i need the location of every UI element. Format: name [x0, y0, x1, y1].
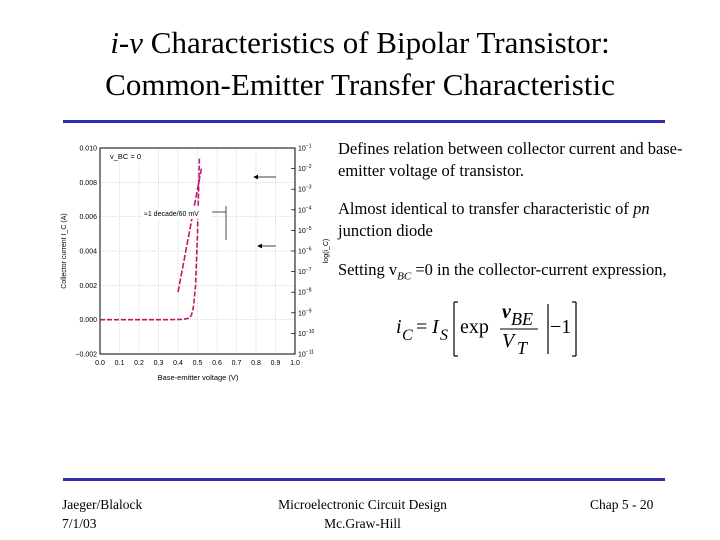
footer-authors [62, 495, 142, 533]
x-tick-labels [95, 360, 300, 367]
y-left-tick-label: 0.006 [79, 214, 97, 222]
title-line-2: Common-Emitter Transfer Characteristic [105, 67, 615, 102]
x-axis-label: Base-emitter voltage (V) [157, 373, 239, 382]
x-tick-label: 0.9 [270, 360, 281, 367]
footer-date: 7/1/03 [62, 516, 97, 531]
footer-page: Chap 5 - 20 [590, 497, 654, 512]
y-right-tick-label: $10^{-10}$ [298, 328, 315, 338]
linear-scale-curve [100, 157, 199, 320]
footer-book-title: Microelectronic Circuit Design [278, 497, 447, 512]
eq-minus-one: −1 [550, 316, 572, 338]
x-tick-label: 0.1 [114, 360, 125, 367]
collector-current-equation [392, 298, 587, 360]
top-rule [63, 120, 665, 123]
bullet-pn-diode-pre: Almost identical to transfer characteristic of [338, 199, 634, 218]
bullet-setting-post: =0 in the collector-current expression, [411, 260, 667, 279]
y-right-axis-label: log(i_C) [323, 238, 330, 264]
eq-V: V [502, 330, 515, 352]
y-left-axis-label: Collector current I_C (A) [61, 213, 68, 289]
eq-v: v [502, 301, 511, 323]
eq-T: T [517, 338, 528, 358]
y-right-tick-label: $10^{-2}$ [298, 164, 312, 174]
y-left-tick-label: 0.000 [79, 317, 97, 325]
bullet-setting-vbc [338, 259, 698, 287]
y-left-tick-label: 0.002 [79, 282, 97, 290]
y-left-tick-label: 0.010 [79, 145, 97, 153]
y-right-tick-label: $10^{-1}$ [298, 143, 312, 153]
y-right-tick-label: $10^{-8}$ [298, 287, 312, 297]
eq-S: S [440, 327, 448, 344]
x-tick-label: 1.0 [290, 360, 300, 367]
y-right-tick-label: $10^{-6}$ [298, 246, 312, 256]
bullet-vbc-sub: BC [397, 270, 412, 283]
title-line-1-rest: Characteristics of Bipolar Transistor: [143, 25, 610, 60]
bullet-definition: Defines relation between collector current and base-emitter voltage of transistor. [338, 139, 683, 180]
y-right-tick-label: $10^{-5}$ [298, 225, 312, 235]
x-tick-label: 0.8 [251, 360, 261, 367]
x-tick-label: 0.3 [153, 360, 164, 367]
y-left-tick-label: 0.008 [79, 179, 97, 187]
slope-annotation: ≈1 decade/60 mV [144, 211, 199, 218]
eq-i: i [396, 316, 402, 338]
y-right-tick-label: $10^{-4}$ [298, 205, 312, 215]
footer-book [250, 495, 475, 533]
footer-publisher: Mc.Graw-Hill [324, 516, 401, 531]
curves [100, 157, 201, 320]
x-tick-label: 0.6 [212, 360, 222, 367]
x-tick-label: 0.5 [192, 360, 203, 367]
y-right-tick-label: $10^{-7}$ [298, 267, 312, 277]
bottom-rule [63, 478, 665, 481]
bullet-pn-diode [338, 198, 698, 242]
x-tick-label: 0.4 [173, 360, 183, 367]
slide-title [0, 22, 720, 106]
bullet-setting-pre: Setting [338, 260, 389, 279]
eq-exp: exp [460, 316, 489, 338]
bullet-pn-italic: pn [633, 199, 650, 218]
transfer-characteristic-chart [58, 130, 333, 390]
vbc-annotation: v_BC = 0 [110, 152, 142, 161]
x-tick-label: 0.0 [95, 360, 105, 367]
eq-I: I [432, 316, 439, 338]
eq-C: C [402, 327, 413, 344]
eq-BE: BE [511, 309, 533, 329]
x-tick-label: 0.2 [134, 360, 144, 367]
y-left-tick-labels [75, 146, 97, 359]
title-line-1 [0, 22, 720, 64]
y-left-tick-label: −0.002 [75, 351, 97, 359]
bullet-vbc-v: v [388, 260, 398, 279]
x-tick-label: 0.7 [231, 360, 242, 367]
bullet-pn-diode-post: junction diode [338, 221, 433, 240]
y-right-tick-label: $10^{-3}$ [298, 184, 312, 194]
y-left-tick-label: 0.004 [79, 248, 97, 256]
footer-authors-line: Jaeger/Blalock [62, 497, 143, 512]
y-right-tick-label: $10^{-11}$ [298, 349, 314, 359]
y-right-tick-label: $10^{-9}$ [298, 308, 312, 318]
eq-equals: = [416, 316, 428, 338]
title-italic-iv: i-v [110, 25, 144, 60]
